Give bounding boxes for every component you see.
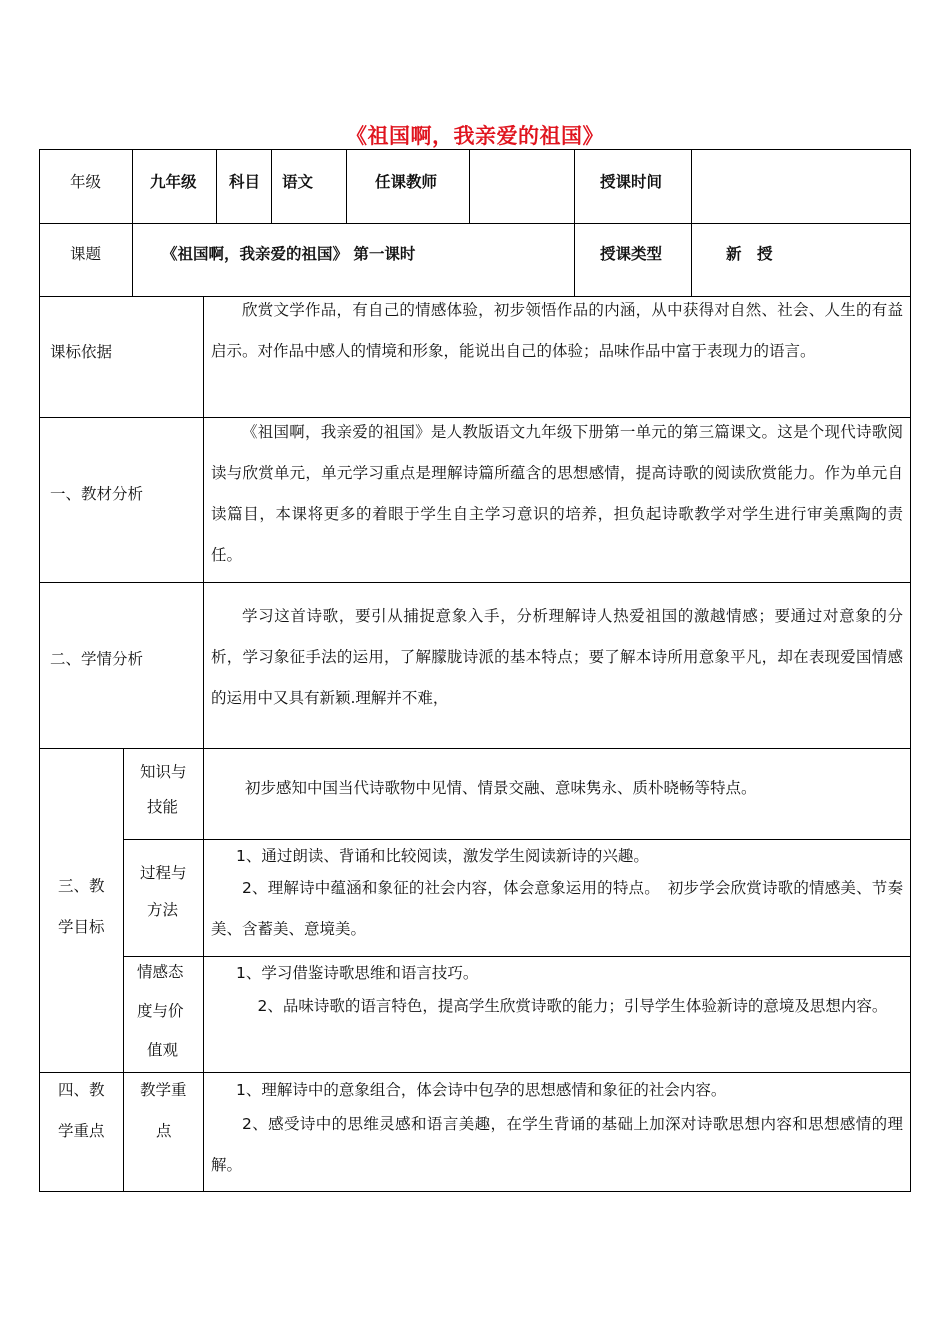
materials-text: 《祖国啊，我亲爱的祖国》是人教版语文九年级下册第一单元的第三篇课文。这是个现代诗歌阅读与欣赏单元，单元学习重点是理解诗篇所蕴含的思想感情，提高诗歌的阅读欣赏能力。作为单元自读篇目，本课将更多的着眼于学生自主学习意识的培养，担负起诗歌教学对学生进行审美熏陶的责任。 bbox=[211, 423, 903, 564]
emotion-text-2: 2、品味诗歌的语言特色，提高学生欣赏诗歌的能力；引导学生体验新诗的意境及思想内容。 bbox=[257, 997, 888, 1015]
grade-label: 年级 bbox=[70, 173, 102, 191]
topic-label: 课题 bbox=[70, 245, 102, 263]
keypoints-text-2: 2、感受诗中的思维灵感和语言美趣，在学生背诵的基础上加深对诗歌思想内容和思想感情的理解。 bbox=[211, 1115, 903, 1174]
keypoints-text-1: 1、理解诗中的意象组合，体会诗中包孕的思想感情和象征的社会内容。 bbox=[236, 1081, 727, 1099]
lesson-type-label: 授课类型 bbox=[600, 245, 663, 263]
process-label-line2: 方法 bbox=[147, 901, 179, 919]
keypoints-label-line1: 四、教 bbox=[58, 1081, 105, 1099]
subject-label: 科目 bbox=[229, 173, 261, 191]
emotion-label-line2: 度与价 bbox=[137, 1002, 184, 1020]
subject-value: 语文 bbox=[282, 173, 314, 191]
keypoints-sub-line2: 点 bbox=[156, 1122, 172, 1140]
lesson-plan-table bbox=[39, 149, 911, 1192]
students-text: 学习这首诗歌，要引从捕捉意象入手，分析理解诗人热爱祖国的激越情感；要通过对意象的分析，学习象征手法的运用，了解朦胧诗派的基本特点；要了解本诗所用意象平凡，却在表现爱国情感的运用中又具有新颖.理解并不难， bbox=[211, 607, 903, 707]
document-title: 《祖国啊，我亲爱的祖国》 bbox=[346, 124, 604, 148]
materials-label: 一、教材分析 bbox=[50, 485, 144, 503]
emotion-label-line3: 值观 bbox=[147, 1041, 179, 1059]
topic-value: 《祖国啊，我亲爱的祖国》 第一课时 bbox=[162, 245, 416, 263]
emotion-label-line1: 情感态 bbox=[137, 963, 184, 981]
time-label: 授课时间 bbox=[600, 173, 663, 191]
students-label: 二、学情分析 bbox=[50, 650, 144, 668]
standards-text: 欣赏文学作品，有自己的情感体验，初步领悟作品的内涵，从中获得对自然、社会、人生的有益启示。对作品中感人的情境和形象，能说出自己的体验；品味作品中富于表现力的语言。 bbox=[211, 301, 903, 360]
knowledge-label-line1: 知识与 bbox=[140, 763, 187, 781]
goals-label-line2: 学目标 bbox=[58, 918, 105, 936]
goals-label-line1: 三、教 bbox=[58, 877, 105, 895]
process-text-2: 2、理解诗中蕴涵和象征的社会内容，体会意象运用的特点。 初步学会欣赏诗歌的情感美、节奏美、含蓄美、意境美。 bbox=[211, 879, 903, 938]
knowledge-text: 初步感知中国当代诗歌物中见情、情景交融、意味隽永、质朴晓畅等特点。 bbox=[245, 779, 757, 797]
keypoints-label-line2: 学重点 bbox=[58, 1122, 105, 1140]
process-label-line1: 过程与 bbox=[140, 864, 187, 882]
keypoints-sub-line1: 教学重 bbox=[140, 1081, 187, 1099]
process-text-1: 1、通过朗读、背诵和比较阅读，激发学生阅读新诗的兴趣。 bbox=[236, 847, 649, 865]
standards-label: 课标依据 bbox=[50, 343, 113, 361]
teacher-label: 任课教师 bbox=[375, 173, 438, 191]
lesson-type-value: 新 授 bbox=[726, 245, 773, 263]
emotion-text-1: 1、学习借鉴诗歌思维和语言技巧。 bbox=[236, 964, 479, 982]
knowledge-label-line2: 技能 bbox=[147, 798, 179, 816]
grade-value: 九年级 bbox=[150, 173, 197, 191]
